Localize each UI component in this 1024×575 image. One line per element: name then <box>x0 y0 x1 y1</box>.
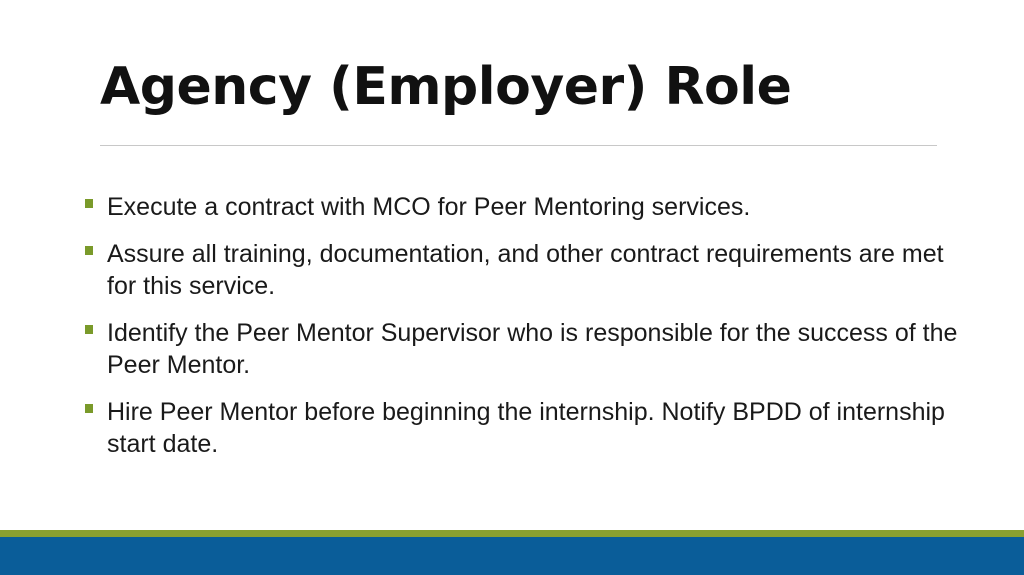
bullet-item <box>82 317 972 381</box>
title-divider <box>100 145 937 146</box>
bullet-text: Assure all training, documentation, and other contract requirements are met for this service. <box>107 240 944 300</box>
slide-title: Agency (Employer) Role <box>100 57 792 117</box>
square-bullet-icon <box>85 325 93 334</box>
footer-accent-band <box>0 530 1024 537</box>
bullet-item <box>82 396 972 460</box>
bullet-text: Execute a contract with MCO for Peer Mentoring services. <box>107 193 751 221</box>
bullet-text: Hire Peer Mentor before beginning the internship. Notify BPDD of internship start date. <box>107 398 945 458</box>
bullet-text: Identify the Peer Mentor Supervisor who is responsible for the success of the Peer Mentor. <box>107 319 958 379</box>
square-bullet-icon <box>85 246 93 255</box>
square-bullet-icon <box>85 199 93 208</box>
square-bullet-icon <box>85 404 93 413</box>
footer-band <box>0 537 1024 575</box>
bullet-item <box>82 238 972 302</box>
bullet-item <box>82 191 972 223</box>
bullet-list <box>82 191 972 475</box>
